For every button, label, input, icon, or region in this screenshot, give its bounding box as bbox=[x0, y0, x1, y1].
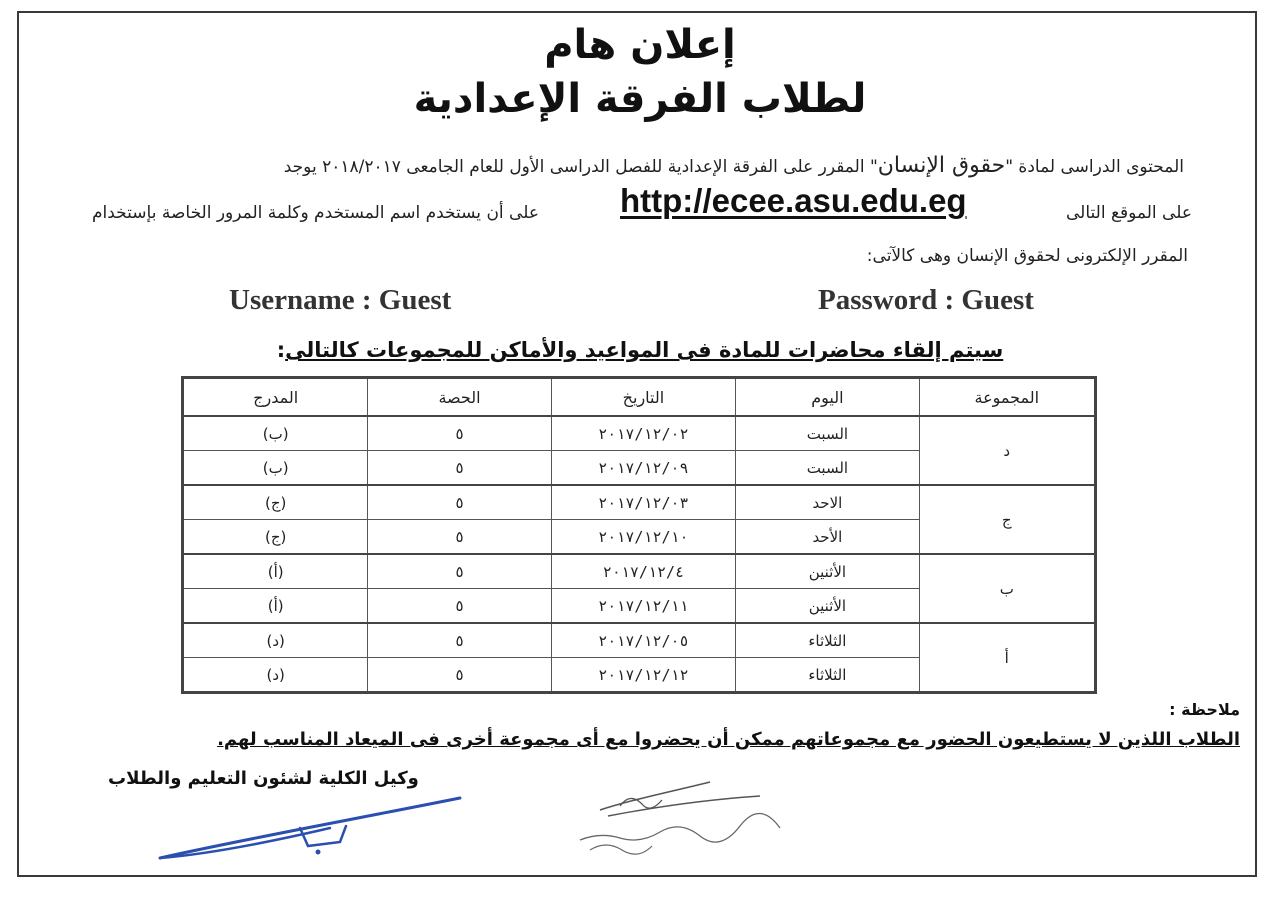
period-cell: ٥ bbox=[368, 554, 551, 589]
table-row bbox=[183, 416, 1096, 451]
note-label: ملاحظة : bbox=[1169, 700, 1240, 719]
announcement-subtitle: لطلاب الفرقة الإعدادية bbox=[413, 76, 867, 122]
date-cell: ٢٠١٧/١٢/١١ bbox=[551, 589, 736, 624]
intro-line-1-post: " المقرر على الفرقة الإعدادية للفصل الدراسى الأول للعام الجامعى ٢٠١٨/٢٠١٧ يوجد bbox=[283, 157, 878, 177]
note-body: الطلاب اللذين لا يستطيعون الحضور مع مجموعاتهم ممكن أن يحضروا مع أى مجموعة أخرى فى الميعاد المناسب لهم. bbox=[217, 729, 1240, 750]
website-link[interactable]: http://ecee.asu.edu.eg bbox=[620, 182, 967, 219]
note-text bbox=[217, 729, 1240, 750]
group-cell: د bbox=[919, 416, 1095, 485]
group-cell: أ bbox=[919, 623, 1095, 693]
schedule-table bbox=[181, 376, 1097, 694]
hall-cell: (أ) bbox=[183, 554, 368, 589]
date-cell: ٢٠١٧/١٢/٠٣ bbox=[551, 485, 736, 520]
schedule-heading-suffix: : bbox=[276, 338, 286, 362]
column-header-day: اليوم bbox=[736, 378, 919, 417]
date-cell: ٢٠١٧/١٢/٠٥ bbox=[551, 623, 736, 658]
intro-line-1 bbox=[284, 153, 1184, 178]
period-cell: ٥ bbox=[368, 451, 551, 486]
signature-image bbox=[150, 790, 470, 870]
table-row bbox=[183, 554, 1096, 589]
intro-line-2-left: على أن يستخدم اسم المستخدم وكلمة المرور الخاصة بإستخدام bbox=[92, 203, 539, 223]
stamp-signature-image bbox=[560, 770, 820, 860]
column-header-group: المجموعة bbox=[919, 378, 1095, 417]
group-cell: ج bbox=[919, 485, 1095, 554]
period-cell: ٥ bbox=[368, 485, 551, 520]
schedule-heading bbox=[0, 338, 1280, 362]
day-cell: السبت bbox=[736, 416, 919, 451]
hall-cell: (د) bbox=[183, 658, 368, 693]
intro-line-3: المقرر الإلكترونى لحقوق الإنسان وهى كالآتى: bbox=[866, 246, 1188, 266]
group-cell: ب bbox=[919, 554, 1095, 623]
day-cell: الاحد bbox=[736, 485, 919, 520]
date-cell: ٢٠١٧/١٢/١٠ bbox=[551, 520, 736, 555]
hall-cell: (د) bbox=[183, 623, 368, 658]
course-name: حقوق الإنسان bbox=[877, 153, 1006, 178]
day-cell: الثلاثاء bbox=[736, 658, 919, 693]
hall-cell: (ب) bbox=[183, 451, 368, 486]
day-cell: الثلاثاء bbox=[736, 623, 919, 658]
day-cell: الأحد bbox=[736, 520, 919, 555]
period-cell: ٥ bbox=[368, 416, 551, 451]
date-cell: ٢٠١٧/١٢/٤ bbox=[551, 554, 736, 589]
hall-cell: (ب) bbox=[183, 416, 368, 451]
password-credential: Password : Guest bbox=[818, 284, 1034, 316]
date-cell: ٢٠١٧/١٢/١٢ bbox=[551, 658, 736, 693]
hall-cell: (أ) bbox=[183, 589, 368, 624]
date-cell: ٢٠١٧/١٢/٠٩ bbox=[551, 451, 736, 486]
period-cell: ٥ bbox=[368, 658, 551, 693]
period-cell: ٥ bbox=[368, 623, 551, 658]
table-row bbox=[183, 485, 1096, 520]
column-header-date: التاريخ bbox=[551, 378, 736, 417]
intro-line-2-right: على الموقع التالى bbox=[1066, 203, 1192, 223]
signatory-title: وكيل الكلية لشئون التعليم والطلاب bbox=[108, 768, 419, 789]
intro-line-1-pre: المحتوى الدراسى لمادة " bbox=[1005, 157, 1184, 177]
table-header-row bbox=[183, 378, 1096, 417]
username-credential: Username : Guest bbox=[229, 284, 452, 316]
hall-cell: (ج) bbox=[183, 485, 368, 520]
period-cell: ٥ bbox=[368, 589, 551, 624]
schedule-heading-text: سيتم إلقاء محاضرات للمادة فى المواعيد والأماكن للمجموعات كالتالى bbox=[285, 338, 1004, 362]
period-cell: ٥ bbox=[368, 520, 551, 555]
table-row bbox=[183, 623, 1096, 658]
column-header-period: الحصة bbox=[368, 378, 551, 417]
announcement-title: إعلان هام bbox=[544, 22, 736, 68]
column-header-hall: المدرج bbox=[183, 378, 368, 417]
day-cell: السبت bbox=[736, 451, 919, 486]
date-cell: ٢٠١٧/١٢/٠٢ bbox=[551, 416, 736, 451]
hall-cell: (ج) bbox=[183, 520, 368, 555]
day-cell: الأثنين bbox=[736, 554, 919, 589]
day-cell: الأثنين bbox=[736, 589, 919, 624]
